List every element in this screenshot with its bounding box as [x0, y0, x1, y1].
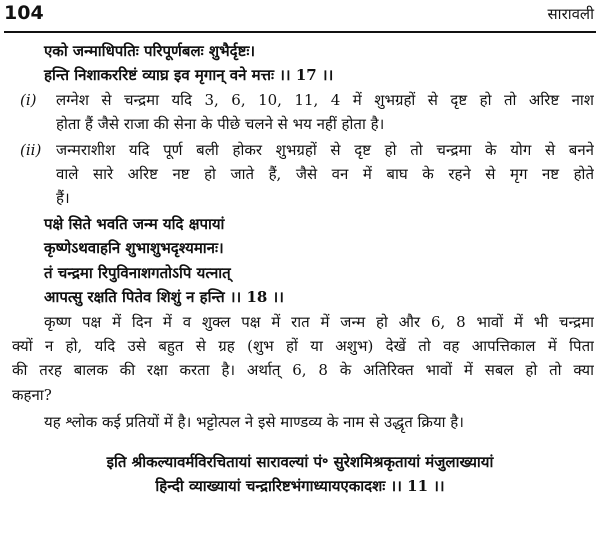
page-number: 104 — [4, 2, 44, 24]
point-ii-line-3: हैं। — [56, 189, 70, 207]
point-i-line-2: होता हैं जैसे राजा की सेना के पीछे चलने से भय नहीं होता है। — [56, 115, 385, 133]
paragraph-2: यह श्लोक कई प्रतियों में है। भट्टोत्पल ने इसे माण्डव्य के नाम से उद्धृत क्रिया है। — [44, 413, 464, 431]
paragraph-1-line-2: क्यों न हो, यदि उसे बहुत से ग्रह (शुभ हों या अशुभ) देखें तो वह आपत्तिकाल में पिता — [12, 337, 594, 355]
point-marker-i: (i) — [20, 91, 37, 109]
paragraph-1-line-3: की तरह बालक की रक्षा करता है। अर्थात् 6, 8 के अतिरिक्त भावों में सबल हो तो क्या — [12, 361, 594, 379]
paragraph-1-line-1: कृष्ण पक्ष में दिन में व शुक्ल पक्ष में रात में जन्म हो और 6, 8 भावों में भी चन्द्रमा — [44, 313, 594, 331]
colophon-line-1: इति श्रीकल्यावर्मविरचितायां सारावल्यां पं॰ सुरेशमिश्रकृतायां मंजुलाख्यायां — [106, 453, 494, 471]
verse-18-line-1: पक्षे सिते भवति जन्म यदि क्षपायां — [44, 215, 225, 233]
verse-17-line-1: एको जन्माधिपतिः परिपूर्णबलः शुभैर्दृष्टः। — [44, 42, 256, 60]
running-title: सारावली — [547, 5, 594, 23]
verse-18-line-3: तं चन्द्रमा रिपुविनाशगतोऽपि यत्नात् — [44, 264, 231, 282]
point-i-line-1: लग्नेश से चन्द्रमा यदि 3, 6, 10, 11, 4 में शुभग्रहों से दृष्ट हो तो अरिष्ट नाश — [56, 91, 594, 109]
colophon-line-2: हिन्दी व्याख्यायां चन्द्रारिष्टभंगाध्यायएकादशः ।। 11 ।। — [155, 477, 445, 495]
verse-18-line-2: कृष्णेऽथवाहनि शुभाशुभदृश्यमानः। — [44, 239, 224, 257]
verse-18-line-4: आपत्सु रक्षति पितेव शिशुं न हन्ति ।। 18 ।। — [44, 288, 284, 306]
point-ii-line-1: जन्मराशीश यदि पूर्ण बली होकर शुभग्रहों से दृष्ट हो तो चन्द्रमा के योग से बनने — [56, 141, 594, 159]
header-rule — [4, 31, 596, 33]
paragraph-1-line-4: कहना? — [12, 386, 52, 404]
point-marker-ii: (ii) — [20, 141, 42, 159]
point-ii-line-2: वाले सारे अरिष्ट नष्ट हो जाते हैं, जैसे वन में बाघ के रहने से मृग नष्ट होते — [56, 165, 594, 183]
verse-17-line-2: हन्ति निशाकररिष्टं व्याघ्र इव मृगान् वने मत्तः ।। 17 ।। — [44, 66, 334, 84]
